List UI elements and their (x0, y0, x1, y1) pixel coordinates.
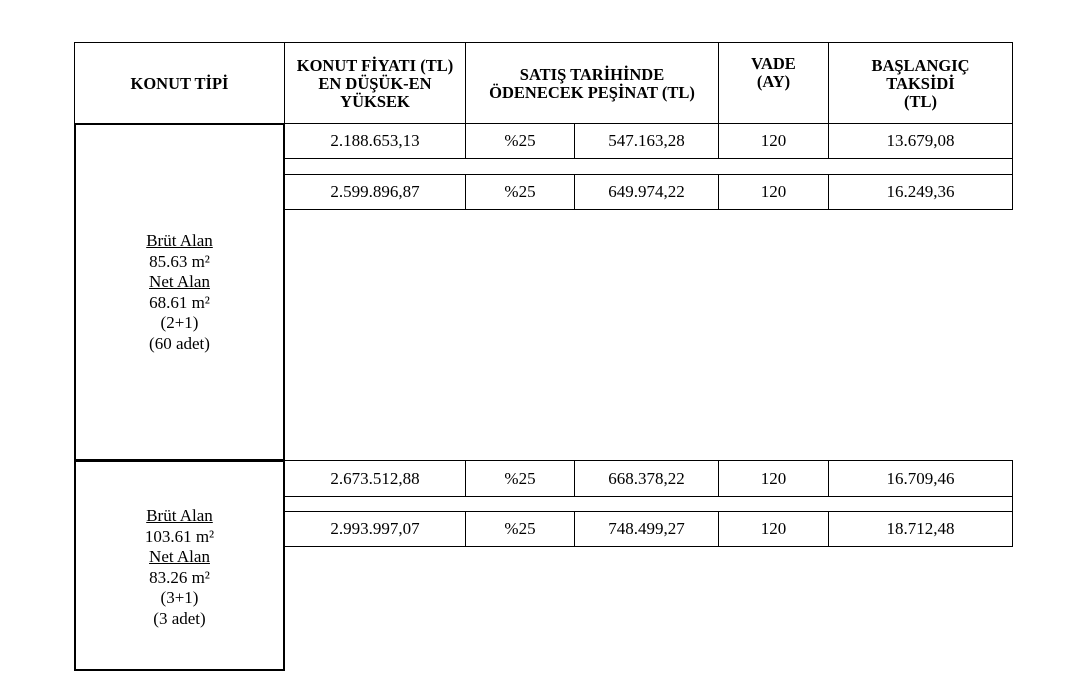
header-baslangic-taksidi (828, 42, 1013, 125)
brut-alan-value: 85.63 m² (149, 251, 210, 271)
fiyat-cell: 2.599.896,87 (284, 174, 466, 210)
net-alan-label: Net Alan (149, 547, 210, 566)
header-vade-line1: VADE (751, 54, 796, 73)
oran-cell: %25 (465, 123, 575, 159)
vade-cell: 120 (718, 174, 829, 210)
header-taksit-line2: TAKSİDİ (886, 73, 955, 93)
spacer-row (284, 158, 1013, 175)
taksit-cell: 16.709,46 (828, 460, 1013, 497)
header-taksit-line3: (TL) (904, 91, 937, 111)
fiyat-cell: 2.673.512,88 (284, 460, 466, 497)
header-pesinat-line1: SATIŞ TARİHİNDE (519, 64, 665, 84)
vade-cell: 120 (718, 123, 829, 159)
room-count: (2+1) (160, 313, 199, 332)
taksit-cell: 13.679,08 (828, 123, 1013, 159)
vade-cell: 120 (718, 460, 829, 497)
fiyat-cell: 2.993.997,07 (284, 511, 466, 547)
header-vade-line2: (AY) (756, 72, 791, 91)
brut-alan-label: Brüt Alan (146, 231, 213, 250)
taksit-cell: 18.712,48 (828, 511, 1013, 547)
brut-alan-label: Brüt Alan (146, 506, 213, 525)
konut-tipi-text-group-1 (74, 231, 285, 354)
net-alan-value: 83.26 m² (149, 567, 210, 587)
oran-cell: %25 (465, 460, 575, 497)
oran-cell: %25 (465, 511, 575, 547)
konut-tipi-text-group-2 (74, 506, 285, 629)
fiyat-cell: 2.188.653,13 (284, 123, 466, 159)
header-fiyat-line2: EN DÜŞÜK-EN (318, 73, 432, 93)
room-count: (3+1) (160, 588, 199, 607)
header-pesinat (465, 42, 719, 125)
vade-cell: 120 (718, 511, 829, 547)
brut-alan-value: 103.61 m² (144, 526, 215, 546)
header-fiyat-line1: KONUT FİYATI (TL) (296, 55, 454, 75)
header-vade (718, 42, 829, 125)
header-fiyat-line3: YÜKSEK (340, 91, 410, 111)
header-konut-tipi (74, 42, 285, 125)
pesinat-cell: 668.378,22 (574, 460, 719, 497)
header-pesinat-line2: ÖDENECEK PEŞİNAT (TL) (489, 82, 695, 102)
spacer-row (284, 496, 1013, 512)
unit-count: (60 adet) (149, 333, 210, 353)
pesinat-cell: 649.974,22 (574, 174, 719, 210)
net-alan-value: 68.61 m² (149, 292, 210, 312)
pesinat-cell: 547.163,28 (574, 123, 719, 159)
header-taksit-line1: BAŞLANGIÇ (871, 55, 970, 75)
header-konut-tipi-label: KONUT TİPİ (130, 73, 229, 93)
pesinat-cell: 748.499,27 (574, 511, 719, 547)
net-alan-label: Net Alan (149, 272, 210, 291)
header-konut-fiyati (284, 42, 466, 125)
oran-cell: %25 (465, 174, 575, 210)
taksit-cell: 16.249,36 (828, 174, 1013, 210)
unit-count: (3 adet) (153, 608, 206, 628)
